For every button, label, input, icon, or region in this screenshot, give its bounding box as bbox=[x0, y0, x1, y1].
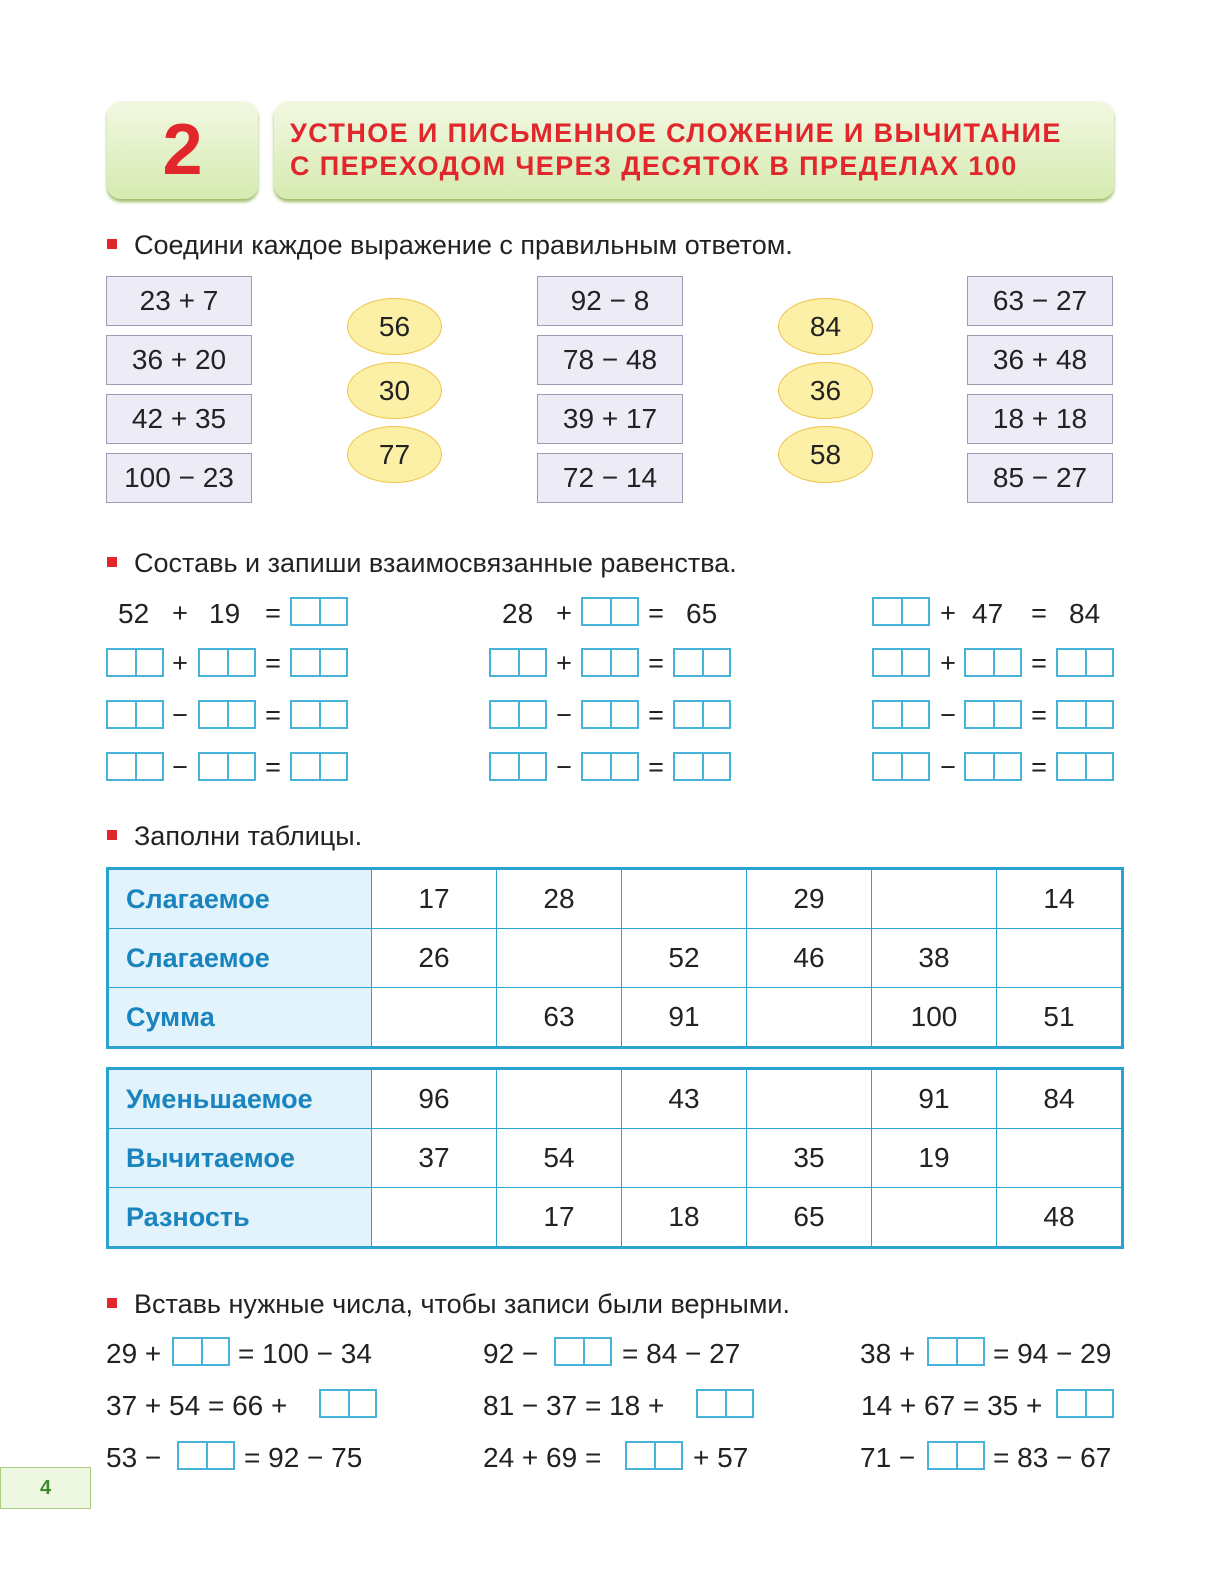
answer-cell[interactable] bbox=[581, 700, 639, 729]
answer-cell[interactable] bbox=[489, 700, 547, 729]
table-cell[interactable]: 37 bbox=[372, 1129, 497, 1188]
answer-cell[interactable] bbox=[489, 752, 547, 781]
answer-cell[interactable] bbox=[673, 752, 731, 781]
task4-instruction: Вставь нужные числа, чтобы записи были верными. bbox=[107, 1289, 790, 1320]
answer-cell[interactable] bbox=[872, 597, 930, 626]
expression-box[interactable]: 78 − 48 bbox=[537, 335, 683, 385]
task3-instruction: Заполни таблицы. bbox=[107, 821, 362, 852]
row-label: Разность bbox=[108, 1188, 372, 1248]
lesson-number: 2 bbox=[162, 110, 203, 190]
equation-part: 24 + 69 = bbox=[483, 1442, 602, 1473]
equals-sign: = bbox=[1031, 598, 1047, 628]
answer-cell[interactable] bbox=[581, 597, 639, 626]
table-cell[interactable] bbox=[497, 1069, 622, 1129]
answer-cell[interactable] bbox=[198, 648, 256, 677]
task2-instruction: Составь и запиши взаимосвязанные равенства. bbox=[107, 548, 737, 579]
answer-cell[interactable] bbox=[319, 1389, 377, 1418]
table-cell[interactable]: 19 bbox=[872, 1129, 997, 1188]
table-cell[interactable]: 52 bbox=[622, 929, 747, 988]
answer-cell[interactable] bbox=[872, 752, 930, 781]
table-cell[interactable] bbox=[997, 1129, 1123, 1188]
bullet-icon bbox=[107, 1298, 117, 1308]
expression-box[interactable]: 18 + 18 bbox=[967, 394, 1113, 444]
plus-sign: + bbox=[556, 598, 572, 628]
answer-cell[interactable] bbox=[964, 700, 1022, 729]
expression-box[interactable]: 85 − 27 bbox=[967, 453, 1113, 503]
answer-oval[interactable]: 84 bbox=[778, 298, 873, 355]
table-cell[interactable] bbox=[872, 869, 997, 929]
row-label: Уменьшаемое bbox=[108, 1069, 372, 1129]
answer-cell[interactable] bbox=[673, 700, 731, 729]
table-cell[interactable]: 54 bbox=[497, 1129, 622, 1188]
table-cell[interactable] bbox=[372, 1188, 497, 1248]
answer-cell[interactable] bbox=[290, 597, 348, 626]
expression-box[interactable]: 42 + 35 bbox=[106, 394, 252, 444]
plus-sign: + bbox=[940, 648, 956, 678]
answer-oval[interactable]: 36 bbox=[778, 362, 873, 419]
table-cell[interactable]: 18 bbox=[622, 1188, 747, 1248]
answer-cell[interactable] bbox=[625, 1441, 683, 1470]
answer-cell[interactable] bbox=[106, 700, 164, 729]
table-cell[interactable]: 17 bbox=[372, 869, 497, 929]
plus-sign: + bbox=[172, 648, 188, 678]
answer-oval[interactable]: 77 bbox=[347, 426, 442, 483]
table-row bbox=[108, 1129, 1123, 1188]
subtraction-table bbox=[106, 1067, 1124, 1249]
given-number: 47 bbox=[972, 598, 1004, 629]
answer-cell[interactable] bbox=[290, 752, 348, 781]
table-cell[interactable]: 91 bbox=[872, 1069, 997, 1129]
equals-sign: = bbox=[648, 648, 664, 678]
row-label: Слагаемое bbox=[108, 869, 372, 929]
equation-part: = 94 − 29 bbox=[993, 1338, 1112, 1369]
equals-sign: = bbox=[648, 700, 664, 730]
lesson-title-banner bbox=[274, 101, 1114, 199]
equation-part: = 83 − 67 bbox=[993, 1442, 1112, 1473]
table-cell[interactable] bbox=[372, 988, 497, 1048]
equation-part: + 57 bbox=[693, 1442, 749, 1473]
plus-sign: + bbox=[556, 648, 572, 678]
expression-box[interactable]: 36 + 20 bbox=[106, 335, 252, 385]
minus-sign: − bbox=[940, 752, 956, 782]
minus-sign: − bbox=[172, 700, 188, 730]
table-cell[interactable]: 43 bbox=[622, 1069, 747, 1129]
table-cell[interactable] bbox=[622, 1129, 747, 1188]
table-cell[interactable]: 35 bbox=[747, 1129, 872, 1188]
equals-sign: = bbox=[648, 752, 664, 782]
addition-table bbox=[106, 867, 1124, 1049]
task1-instruction: Соедини каждое выражение с правильным ответом. bbox=[107, 230, 793, 261]
answer-cell[interactable] bbox=[964, 648, 1022, 677]
table-cell[interactable]: 65 bbox=[747, 1188, 872, 1248]
answer-oval[interactable]: 30 bbox=[347, 362, 442, 419]
table-cell[interactable]: 17 bbox=[497, 1188, 622, 1248]
answer-cell[interactable] bbox=[290, 700, 348, 729]
table-cell[interactable] bbox=[622, 869, 747, 929]
answer-cell[interactable] bbox=[581, 752, 639, 781]
page-number: 4 bbox=[0, 1467, 91, 1509]
equals-sign: = bbox=[265, 752, 281, 782]
table-cell[interactable] bbox=[497, 929, 622, 988]
equals-sign: = bbox=[265, 598, 281, 628]
answer-cell[interactable] bbox=[1056, 1389, 1114, 1418]
expression-box[interactable]: 23 + 7 bbox=[106, 276, 252, 326]
expression-box[interactable]: 39 + 17 bbox=[537, 394, 683, 444]
table-cell[interactable] bbox=[997, 929, 1123, 988]
minus-sign: − bbox=[940, 700, 956, 730]
answer-cell[interactable] bbox=[927, 1441, 985, 1470]
answer-cell[interactable] bbox=[1056, 648, 1114, 677]
answer-oval[interactable]: 58 bbox=[778, 426, 873, 483]
equation-part: = 100 − 34 bbox=[238, 1338, 372, 1369]
lesson-number-badge bbox=[107, 101, 258, 199]
table-cell[interactable]: 96 bbox=[372, 1069, 497, 1129]
answer-cell[interactable] bbox=[581, 648, 639, 677]
expression-box[interactable]: 72 − 14 bbox=[537, 453, 683, 503]
plus-sign: + bbox=[940, 598, 956, 628]
bullet-icon bbox=[107, 239, 117, 249]
table-cell[interactable]: 46 bbox=[747, 929, 872, 988]
equation-part: 14 + 67 = 35 + bbox=[861, 1390, 1043, 1421]
minus-sign: − bbox=[556, 700, 572, 730]
expression-box[interactable]: 36 + 48 bbox=[967, 335, 1113, 385]
table-cell[interactable]: 84 bbox=[997, 1069, 1123, 1129]
table-row bbox=[108, 1069, 1123, 1129]
table-row bbox=[108, 869, 1123, 929]
given-number: 52 bbox=[118, 598, 150, 629]
lesson-title-line1: УСТНОЕ И ПИСЬМЕННОЕ СЛОЖЕНИЕ И ВЫЧИТАНИЕ bbox=[290, 118, 1062, 148]
answer-cell[interactable] bbox=[198, 752, 256, 781]
answer-cell[interactable] bbox=[673, 648, 731, 677]
table-cell[interactable]: 26 bbox=[372, 929, 497, 988]
answer-cell[interactable] bbox=[290, 648, 348, 677]
equals-sign: = bbox=[1031, 752, 1047, 782]
table-row bbox=[108, 929, 1123, 988]
answer-cell[interactable] bbox=[872, 700, 930, 729]
row-label: Сумма bbox=[108, 988, 372, 1048]
answer-cell[interactable] bbox=[554, 1337, 612, 1366]
answer-cell[interactable] bbox=[489, 648, 547, 677]
equation-part: 71 − bbox=[860, 1442, 916, 1473]
answer-cell[interactable] bbox=[106, 648, 164, 677]
answer-cell[interactable] bbox=[172, 1337, 230, 1366]
answer-cell[interactable] bbox=[177, 1441, 235, 1470]
answer-cell[interactable] bbox=[106, 752, 164, 781]
table-cell[interactable]: 100 bbox=[872, 988, 997, 1048]
equals-sign: = bbox=[1031, 648, 1047, 678]
answer-cell[interactable] bbox=[927, 1337, 985, 1366]
table-cell[interactable]: 14 bbox=[997, 869, 1123, 929]
expression-box[interactable]: 100 − 23 bbox=[106, 453, 252, 503]
row-label: Вычитаемое bbox=[108, 1129, 372, 1188]
equals-sign: = bbox=[265, 648, 281, 678]
equation-part: 53 − bbox=[106, 1442, 162, 1473]
table-row bbox=[108, 988, 1123, 1048]
answer-cell[interactable] bbox=[696, 1389, 754, 1418]
table-cell[interactable] bbox=[872, 1188, 997, 1248]
table-cell[interactable]: 29 bbox=[747, 869, 872, 929]
answer-oval[interactable]: 56 bbox=[347, 298, 442, 355]
equation-part: 81 − 37 = 18 + bbox=[483, 1390, 665, 1421]
expression-box[interactable]: 63 − 27 bbox=[967, 276, 1113, 326]
given-number: 28 bbox=[502, 598, 534, 629]
table-row bbox=[108, 1188, 1123, 1248]
equation-part: 29 + bbox=[106, 1338, 162, 1369]
equation-part: 92 − bbox=[483, 1338, 539, 1369]
bullet-icon bbox=[107, 557, 117, 567]
equation-part: 38 + bbox=[860, 1338, 916, 1369]
given-number: 19 bbox=[209, 598, 241, 629]
table-cell[interactable]: 91 bbox=[622, 988, 747, 1048]
minus-sign: − bbox=[172, 752, 188, 782]
equals-sign: = bbox=[1031, 700, 1047, 730]
plus-sign: + bbox=[172, 598, 188, 628]
table-cell[interactable] bbox=[747, 988, 872, 1048]
given-number: 65 bbox=[686, 598, 718, 629]
table-cell[interactable] bbox=[747, 1069, 872, 1129]
answer-cell[interactable] bbox=[964, 752, 1022, 781]
lesson-title-line2: С ПЕРЕХОДОМ ЧЕРЕЗ ДЕСЯТОК В ПРЕДЕЛАХ 100 bbox=[290, 151, 1018, 181]
answer-cell[interactable] bbox=[872, 648, 930, 677]
equation-part: 37 + 54 = 66 + bbox=[106, 1390, 288, 1421]
table-cell[interactable]: 63 bbox=[497, 988, 622, 1048]
table-cell[interactable]: 28 bbox=[497, 869, 622, 929]
answer-cell[interactable] bbox=[1056, 752, 1114, 781]
expression-box[interactable]: 92 − 8 bbox=[537, 276, 683, 326]
equals-sign: = bbox=[265, 700, 281, 730]
given-number: 84 bbox=[1069, 598, 1101, 629]
bullet-icon bbox=[107, 830, 117, 840]
answer-cell[interactable] bbox=[1056, 700, 1114, 729]
equation-part: = 84 − 27 bbox=[622, 1338, 741, 1369]
minus-sign: − bbox=[556, 752, 572, 782]
equation-part: = 92 − 75 bbox=[244, 1442, 363, 1473]
equals-sign: = bbox=[648, 598, 664, 628]
row-label: Слагаемое bbox=[108, 929, 372, 988]
table-cell[interactable]: 48 bbox=[997, 1188, 1123, 1248]
table-cell[interactable]: 38 bbox=[872, 929, 997, 988]
table-cell[interactable]: 51 bbox=[997, 988, 1123, 1048]
answer-cell[interactable] bbox=[198, 700, 256, 729]
